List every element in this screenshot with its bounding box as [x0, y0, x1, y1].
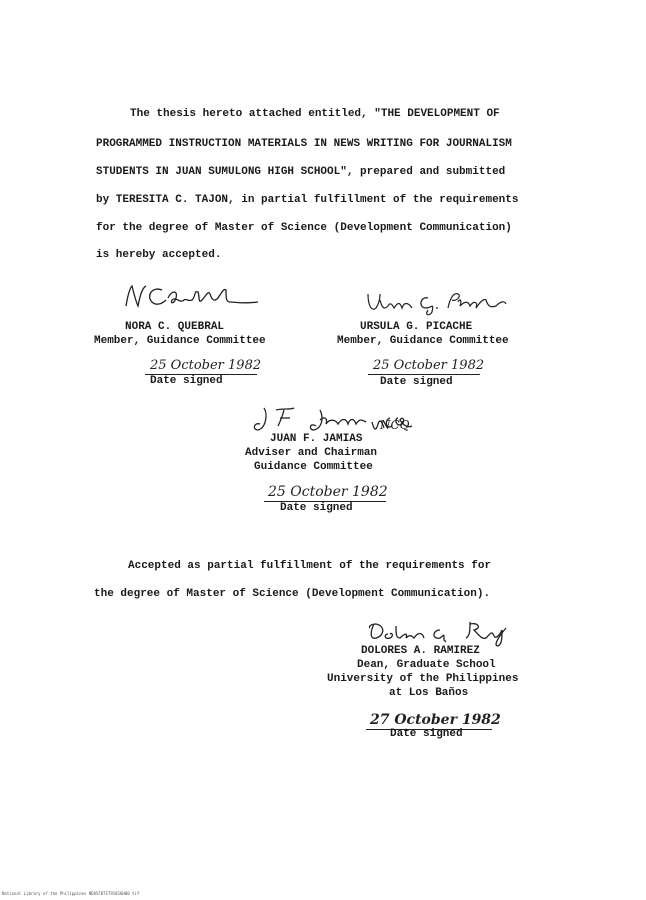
- body-line-1: The thesis hereto attached entitled, "THE DEVELOPMENT OF: [130, 108, 500, 120]
- picache-date-handwritten: 25 October 1982: [373, 358, 485, 373]
- acceptance-line-1: Accepted as partial fulfillment of the requirements for: [128, 560, 492, 572]
- queberal-signature: [122, 280, 272, 314]
- queberal-date-handwritten: 25 October 1982: [150, 358, 262, 373]
- jamias-date-label: Date signed: [280, 502, 353, 514]
- body-line-6: is hereby accepted.: [96, 249, 222, 261]
- ramirez-name: DOLORES A. RAMIREZ: [361, 645, 480, 657]
- scan-footer: National Library of the Philippines ND85FB7ST91016H00 tif: [2, 891, 140, 896]
- jamias-title-line1: Adviser and Chairman: [245, 447, 378, 459]
- ramirez-title-line3: at Los Baños: [389, 687, 469, 699]
- picache-date-label: Date signed: [380, 376, 453, 388]
- jamias-date-handwritten: 25 October 1982: [268, 484, 388, 500]
- ramirez-date-label: Date signed: [390, 728, 463, 740]
- ramirez-date-handwritten: 27 October 1982: [370, 712, 501, 728]
- ramirez-signature: [366, 618, 516, 648]
- picache-title: Member, Guidance Committee: [337, 335, 509, 347]
- picache-name: URSULA G. PICACHE: [360, 321, 473, 333]
- body-line-2: PROGRAMMED INSTRUCTION MATERIALS IN NEWS WRITING FOR JOURNALISM: [96, 138, 512, 150]
- body-line-3: STUDENTS IN JUAN SUMULONG HIGH SCHOOL", prepared and submitted: [96, 166, 506, 178]
- queberal-title: Member, Guidance Committee: [94, 335, 266, 347]
- jamias-name: JUAN F. JAMIAS: [270, 433, 363, 445]
- ramirez-title-line2: University of the Philippines: [327, 673, 519, 685]
- body-line-4: by TERESITA C. TAJON, in partial fulfillment of the requirements: [96, 194, 519, 206]
- ramirez-title-line1: Dean, Graduate School: [357, 659, 496, 671]
- jamias-initials: NCQ: [380, 418, 410, 432]
- jamias-title-line2: Guidance Committee: [254, 461, 373, 473]
- queberal-name: NORA C. QUEBRAL: [125, 321, 225, 333]
- picache-signature: [366, 288, 516, 318]
- queberal-date-label: Date signed: [150, 375, 223, 387]
- body-line-5: for the degree of Master of Science (Development Communication): [96, 222, 512, 234]
- picache-date-line: [368, 374, 480, 375]
- acceptance-line-2: the degree of Master of Science (Development Communication).: [94, 588, 491, 600]
